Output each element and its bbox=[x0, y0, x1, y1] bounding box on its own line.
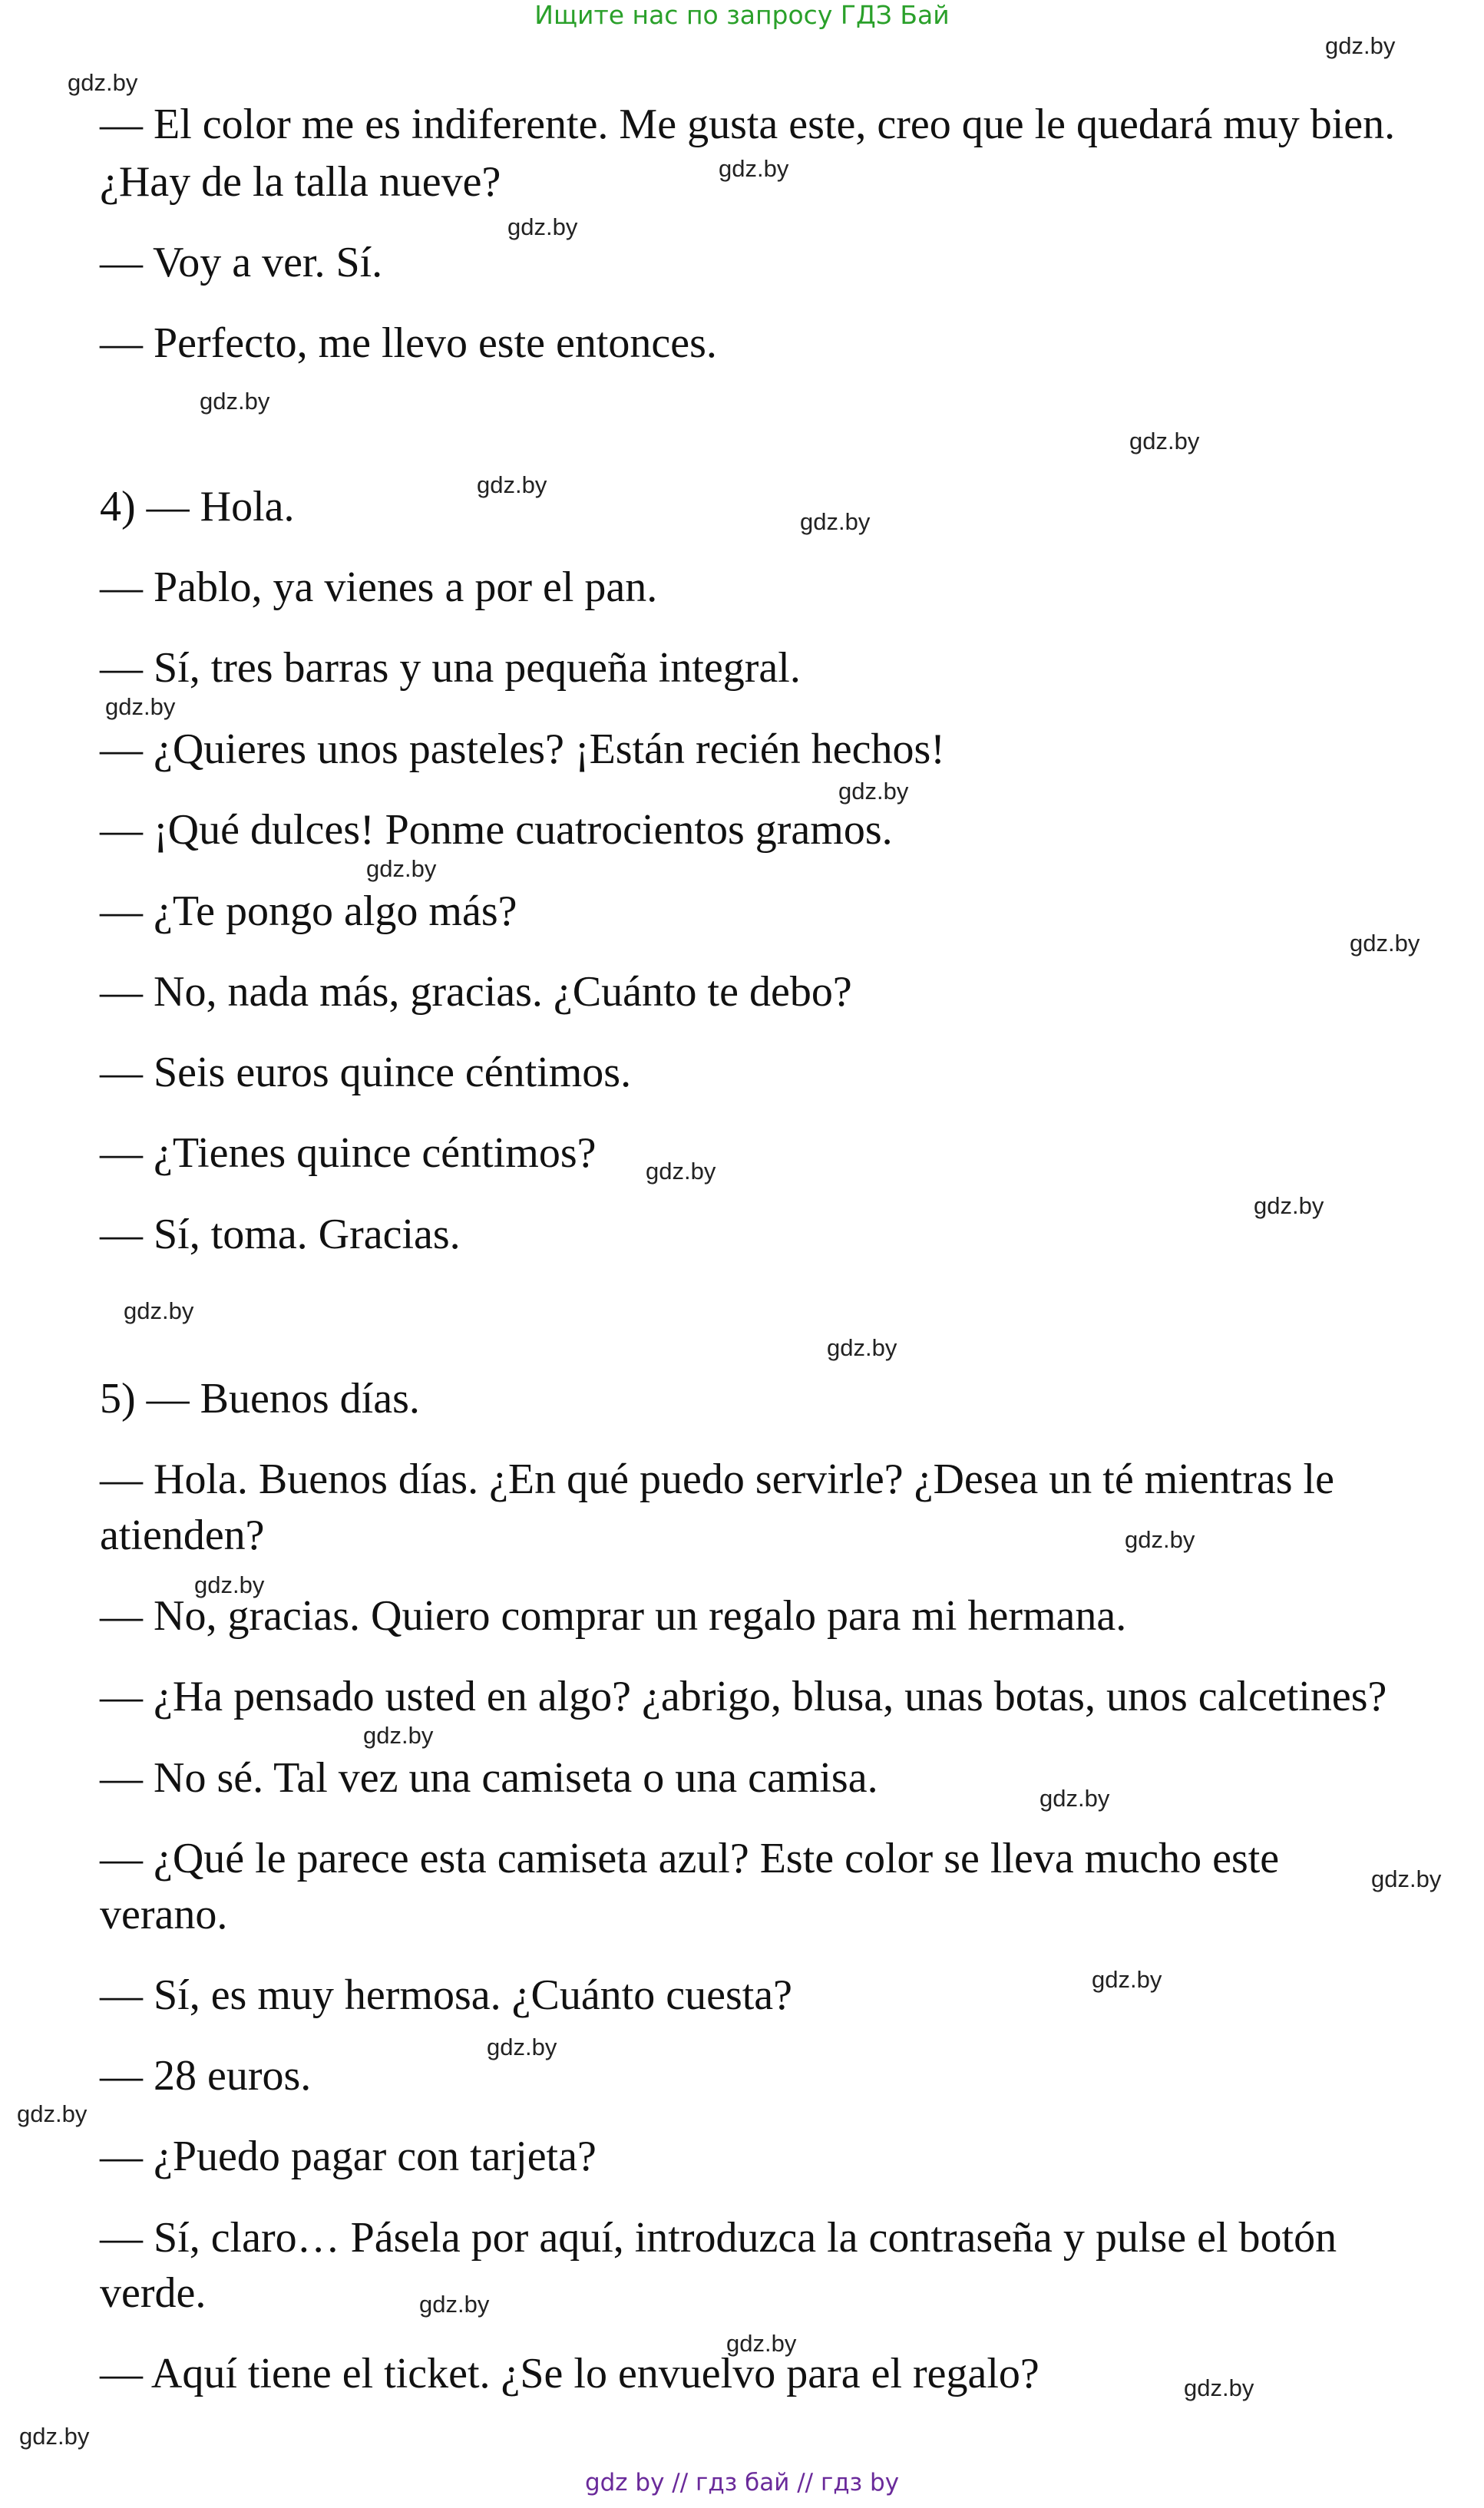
watermark: gdz.by bbox=[477, 471, 547, 498]
dialogue-line: — ¿Puedo pagar con tarjeta? bbox=[100, 2133, 597, 2180]
dialogue-line: — Hola. Buenos días. ¿En qué puedo servirle? ¿Desea un té mientras le bbox=[100, 1456, 1334, 1503]
watermark: gdz.by bbox=[838, 778, 909, 805]
watermark: gdz.by bbox=[194, 1571, 265, 1598]
dialogue-line: verano. bbox=[100, 1891, 228, 1938]
dialogue-line: — ¿Ha pensado usted en algo? ¿abrigo, blusa, unas botas, unos calcetines? bbox=[100, 1673, 1387, 1720]
dialogue-line: — Sí, tres barras y una pequeña integral. bbox=[100, 644, 801, 692]
watermark: gdz.by bbox=[17, 2100, 88, 2127]
dialogue-line: — Perfecto, me llevo este entonces. bbox=[100, 319, 717, 367]
watermark: gdz.by bbox=[1129, 428, 1200, 454]
dialogue-line: — El color me es indiferente. Me gusta este, creo que le quedará muy bien. bbox=[100, 101, 1396, 148]
dialogue-line: — Seis euros quince céntimos. bbox=[100, 1049, 632, 1096]
watermark: gdz.by bbox=[800, 508, 871, 535]
watermark: gdz.by bbox=[68, 69, 138, 96]
watermark: gdz.by bbox=[487, 2034, 557, 2060]
dialogue-line: atienden? bbox=[100, 1512, 265, 1559]
dialogue-line: — No, nada más, gracias. ¿Cuánto te debo? bbox=[100, 968, 852, 1016]
dialogue-line: — Sí, toma. Gracias. bbox=[100, 1211, 461, 1258]
watermark: gdz.by bbox=[105, 693, 176, 720]
watermark: gdz.by bbox=[827, 1334, 897, 1361]
dialogue-line: — Aquí tiene el ticket. ¿Se lo envuelvo para el regalo? bbox=[100, 2350, 1039, 2397]
dialogue-line: — ¿Tienes quince céntimos? bbox=[100, 1129, 597, 1177]
dialogue-line: 5) — Buenos días. bbox=[100, 1375, 420, 1423]
dialogue-line: — Sí, claro… Pásela por aquí, introduzca la contraseña y pulse el botón bbox=[100, 2214, 1337, 2262]
watermark: gdz.by bbox=[1039, 1785, 1110, 1812]
dialogue-line: — Sí, es muy hermosa. ¿Cuánto cuesta? bbox=[100, 1971, 793, 2019]
dialogue-line: — No sé. Tal vez una camiseta o una camisa. bbox=[100, 1754, 878, 1802]
dialogue-line: — ¿Quieres unos pasteles? ¡Están recién hechos! bbox=[100, 725, 945, 773]
watermark: gdz.by bbox=[1254, 1192, 1324, 1219]
watermark: gdz.by bbox=[1371, 1865, 1442, 1892]
watermark: gdz.by bbox=[200, 388, 270, 415]
dialogue-line: — 28 euros. bbox=[100, 2052, 312, 2100]
watermark: gdz.by bbox=[646, 1158, 716, 1185]
watermark: gdz.by bbox=[19, 2423, 90, 2450]
watermark: gdz.by bbox=[1325, 32, 1396, 59]
dialogue-line: 4) — Hola. bbox=[100, 483, 295, 530]
watermark: gdz.by bbox=[1184, 2374, 1254, 2401]
dialogue-line: — No, gracias. Quiero comprar un regalo para mi hermana. bbox=[100, 1592, 1127, 1640]
watermark: gdz.by bbox=[507, 213, 578, 240]
watermark: gdz.by bbox=[124, 1297, 194, 1324]
watermark: gdz.by bbox=[1092, 1966, 1162, 1993]
watermark: gdz.by bbox=[419, 2291, 490, 2318]
dialogue-line: — ¡Qué dulces! Ponme cuatrocientos gramos. bbox=[100, 806, 893, 854]
watermark: gdz.by bbox=[726, 2330, 797, 2357]
watermark: gdz.by bbox=[1125, 1526, 1195, 1553]
dialogue-line: — ¿Qué le parece esta camiseta azul? Este color se lleva mucho este bbox=[100, 1835, 1280, 1882]
watermark: gdz.by bbox=[1350, 930, 1420, 957]
watermark: gdz.by bbox=[366, 855, 437, 882]
dialogue-line: verde. bbox=[100, 2269, 207, 2317]
dialogue-line: — ¿Te pongo algo más? bbox=[100, 887, 517, 935]
dialogue-line: — Voy a ver. Sí. bbox=[100, 239, 383, 286]
header-search-link[interactable]: Ищите нас по запросу ГДЗ Бай bbox=[534, 0, 950, 30]
dialogue-line: — Pablo, ya vienes a por el pan. bbox=[100, 563, 658, 611]
watermark: gdz.by bbox=[363, 1722, 434, 1749]
dialogue-line: ¿Hay de la talla nueve? bbox=[100, 158, 501, 206]
watermark: gdz.by bbox=[719, 155, 789, 182]
footer-links[interactable]: gdz by // гдз бай // гдз by bbox=[584, 2469, 900, 2496]
